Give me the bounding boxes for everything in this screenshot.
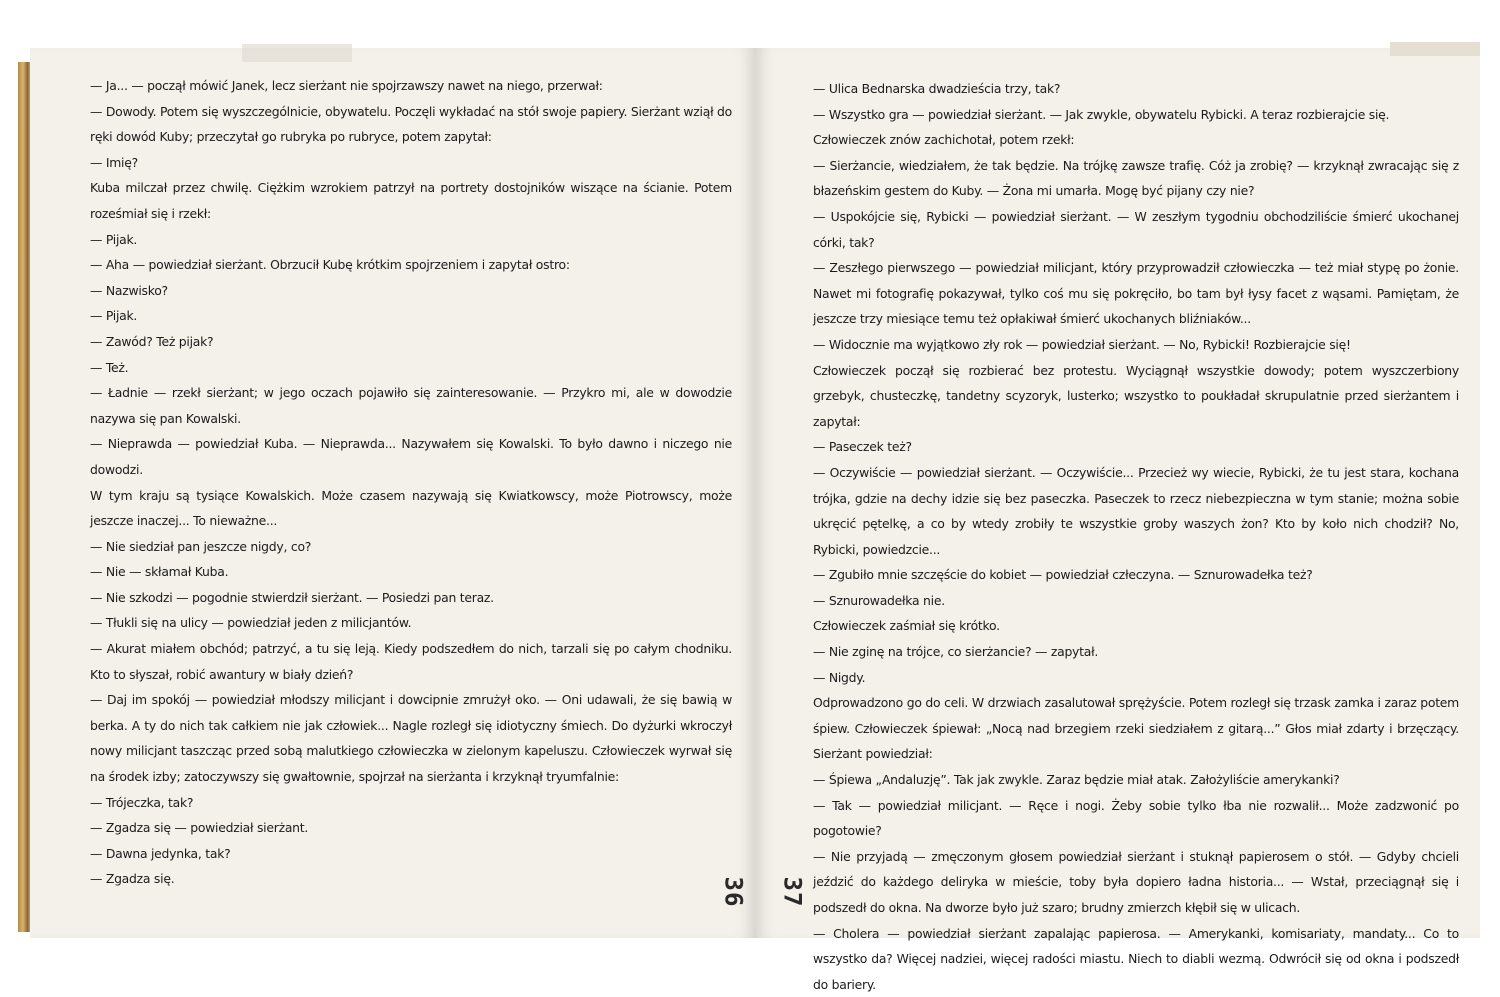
paragraph: — Wszystko gra — powiedział sierżant. — Jak zwykle, obywatelu Rybicki. A teraz rozbierajcie się. [813, 106, 1390, 122]
open-book [18, 48, 1480, 992]
page-number-right: 37 [778, 876, 807, 908]
paragraph: — Zgadza się. [90, 871, 175, 887]
right-page-text [813, 76, 1459, 997]
paragraph: — Cholera — powiedział sierżant zapalając papierosa. — Amerykanki, komisariaty, mandaty... Co to wszystko da? Więcej nadziei, więcej radości miastu. Niech to diabli wezmą. Odwrócił się od okna i podszedł do bariery. [813, 925, 1459, 992]
paragraph: — Ulica Bednarska dwadzieścia trzy, tak? [813, 81, 1061, 96]
paragraph: — Tak — powiedział milicjant. — Ręce i nogi. Żeby sobie tylko łba nie rozwalił... Może zadzwonić po pogotowie? [813, 797, 1459, 839]
paragraph: — Oczywiście — powiedział sierżant. — Oczywiście... Przecież wy wiecie, Rybicki, że tu jest stara, kochana trójka, gdzie na dechy idzie się bez paseczka. Paseczek to rzecz niebezpieczna w tym stanie; można sobie ukręcić pętelkę, a co by wtedy zrobiły te wszystkie groby waszych żon? Kto by koło nich chodził? No, Rybicki, powiedzcie... [813, 464, 1459, 557]
paragraph: — Zgubiło mnie szczęście do kobiet — powiedział człeczyna. — Sznurowadełka też? [813, 567, 1313, 583]
paragraph: — Akurat miałem obchód; patrzyć, a tu się leją. Kiedy podszedłem do nich, tarzali się po całym chodniku. Kto to słyszał, robić awantury w biały dzień? [90, 641, 732, 682]
paragraph: — Śpiewa „Andaluzję”. Tak jak zwykle. Zaraz będzie miał atak. Założyliście amerykanki? [813, 772, 1340, 788]
paragraph: — Tłukli się na ulicy — powiedział jeden z milicjantów. [90, 615, 412, 631]
paragraph: Człowieczek znów zachichotał, potem rzekł: [813, 132, 1075, 148]
paragraph: — Zawód? Też pijak? [90, 333, 214, 349]
paragraph: — Nie siedział pan jeszcze nigdy, co? [90, 538, 312, 554]
page-top-edge [1390, 42, 1480, 56]
paragraph: — Nigdy. [813, 669, 866, 685]
show-through-mark [242, 44, 352, 62]
paragraph: W tym kraju są tysiące Kowalskich. Może czasem nazywają się Kwiatkowscy, może Piotrowscy, może jeszcze inaczej... To nieważne... [90, 487, 732, 529]
paragraph: — Uspokójcie się, Rybicki — powiedział sierżant. — W zeszłym tygodniu obchodziliście śmierć ukochanej córki, tak? [813, 208, 1459, 250]
left-page-text [90, 73, 732, 892]
paragraph: — Też. [90, 359, 129, 375]
paragraph: — Paseczek też? [813, 439, 912, 455]
paragraph: — Nazwisko? [90, 282, 168, 298]
paragraph: — Daj im spokój — powiedział młodszy milicjant i dowcipnie zmrużył oko. — Oni udawali, że się bawią w berka. A ty do nich tak całkiem nie jak człowiek... Nagle rozległ się idiotyczny śmiech. Do dyżurki wkroczył nowy milicjant taszcząc przed sobą malutkiego człowieczka w zielonym kapeluszu. Człowieczek wyrwał się na środek izby; zatoczywszy się gwałtownie, spojrzał na sierżanta i krzyknął tryumfalnie: [90, 692, 732, 785]
right-page [755, 48, 1480, 992]
paragraph: — Sierżancie, wiedziałem, że tak będzie. Na trójkę zawsze trafię. Cóż ja zrobię? — krzyknął zwracając się z błazeńskim gestem do Kuby. — Żona mi umarła. Mogę być pijany czy nie? [813, 157, 1459, 199]
paragraph: — Pijak. [90, 308, 138, 324]
paragraph: — Nie zginę na trójce, co sierżancie? — zapytał. [813, 644, 1099, 660]
paragraph: — Sznurowadełka nie. [813, 592, 945, 608]
page-number-left: 36 [719, 876, 748, 908]
paragraph: — Ładnie — rzekł sierżant; w jego oczach pojawiło się zainteresowanie. — Przykro mi, ale w dowodzie nazywa się pan Kowalski. [90, 385, 732, 426]
paragraph: — Dowody. Potem się wyszczególnicie, obywatelu. Poczęli wykładać na stół swoje papiery. Sierżant wziął do ręki dowód Kuby; przeczytał go rubryka po rubryce, potem zapytał: [90, 103, 732, 145]
paragraph: Człowieczek zaśmiał się krótko. [813, 618, 1000, 634]
paragraph: Odprowadzono go do celi. W drzwiach zasalutował sprężyście. Potem rozległ się trzask zamka i zaraz potem śpiew. Człowieczek śpiewał: „Nocą nad brzegiem rzeki siedziałem z gitarą...” Głos miał zdarty i brzęczący. Sierżant powiedział: [813, 695, 1459, 762]
paragraph: — Pijak. [90, 231, 138, 247]
paragraph: Człowieczek począł się rozbierać bez protestu. Wyciągnął wszystkie dowody; potem wyszczerbiony grzebyk, chusteczkę, tandetny scyzoryk, lusterko; wszystko to poukładał skrupulatnie przed sierżantem i zapytał: [813, 362, 1459, 429]
paragraph: — Nie — skłamał Kuba. [90, 564, 229, 580]
paragraph: — Widocznie ma wyjątkowo zły rok — powiedział sierżant. — No, Rybicki! Rozbierajcie się! [813, 336, 1351, 352]
paragraph: — Trójeczka, tak? [90, 794, 194, 810]
paragraph: — Dawna jedynka, tak? [90, 845, 231, 861]
paragraph: — Zgadza się — powiedział sierżant. [90, 820, 309, 836]
paragraph: — Nie przyjadą — zmęczonym głosem powiedział sierżant i stuknął papierosem o stół. — Gdyby chcieli jeździć do każdego deliryka w mieście, toby była dopiero ładna historia... — Wstał, przeciągnął się i podszedł do okna. Na dworze było już szaro; brudny zmierzch kłębił się w ulicach. [813, 848, 1459, 915]
paragraph: — Imię? [90, 154, 138, 170]
paragraph: — Nie szkodzi — pogodnie stwierdził sierżant. — Posiedzi pan teraz. [90, 589, 494, 605]
left-page [30, 48, 755, 938]
paragraph: — Ja... — począł mówić Janek, lecz sierżant nie spojrzawszy nawet na niego, przerwał: [90, 78, 603, 93]
paragraph: Kuba milczał przez chwilę. Ciężkim wzrokiem patrzył na portrety dostojników wiszące na ścianie. Potem roześmiał się i rzekł: [90, 180, 732, 221]
paragraph: — Zeszłego pierwszego — powiedział milicjant, który przyprowadził człowieczka — też miał stypę po żonie. Nawet mi fotografię pokazywał, tylko coś mu się pokręciło, bo tam był łysy facet z wąsami. Pamiętam, że jeszcze trzy miesiące temu też opłakiwał śmierć ukochanych bliźniaków... [813, 260, 1459, 327]
paragraph: — Aha — powiedział sierżant. Obrzucił Kubę krótkim spojrzeniem i zapytał ostro: [90, 257, 570, 273]
paragraph: — Nieprawda — powiedział Kuba. — Nieprawda... Nazywałem się Kowalski. To było dawno i niczego nie dowodzi. [90, 436, 732, 477]
